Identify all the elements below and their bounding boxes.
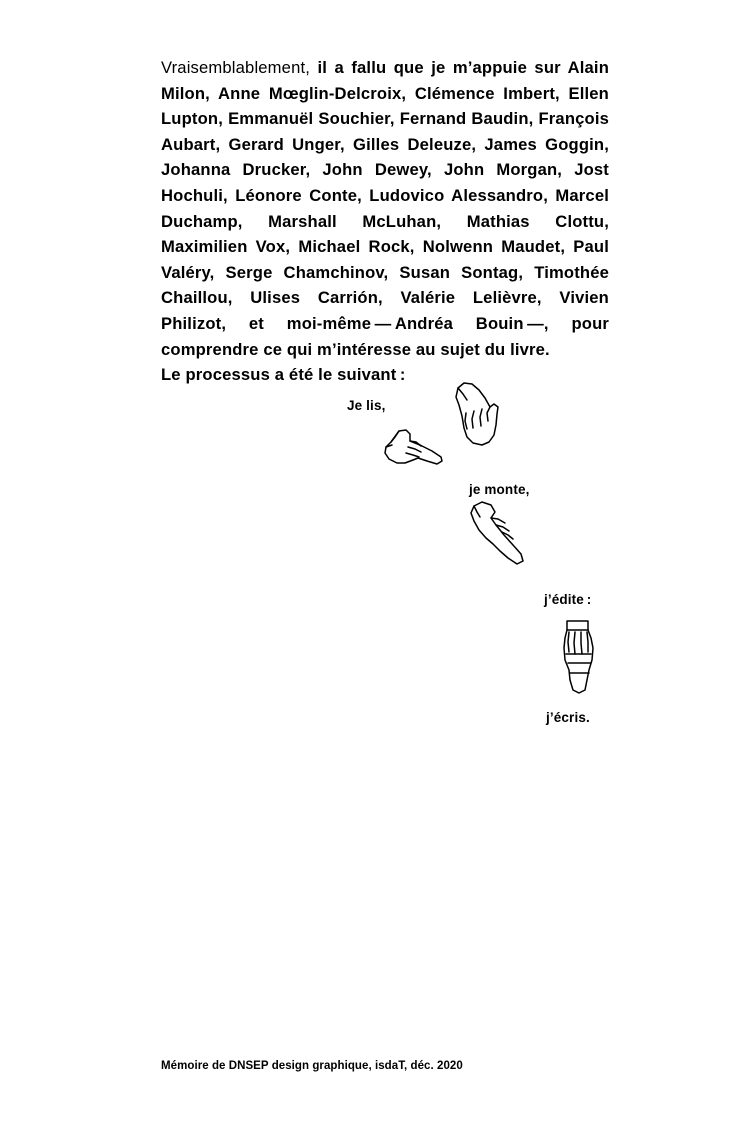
hand-writing-icon: [557, 618, 601, 696]
paragraph-last-line: Le processus a été le suivant :: [161, 365, 406, 385]
caption-jecris: j’écris.: [546, 710, 590, 725]
caption-jedite: j’édite :: [544, 592, 592, 607]
hand-pointing-down-right-icon: [466, 500, 538, 568]
caption-je-lis: Je lis,: [347, 398, 386, 413]
caption-je-monte: je monte,: [469, 482, 530, 497]
hands-sequence: [161, 380, 609, 740]
hand-pointing-up-right-icon: [449, 380, 509, 450]
body-paragraph: [161, 55, 609, 388]
footer-note: Mémoire de DNSEP design graphique, isdaT, déc. 2020: [161, 1060, 463, 1072]
hand-pointing-down-left-icon: [375, 428, 445, 476]
paragraph-lead: Vraisemblablement,: [161, 58, 311, 77]
paragraph-main: il a fallu que je m’appuie sur Alain Milon, Anne Mœglin-Delcroix, Clémence Imbert, Ellen Lupton, Emmanuël Souchier, Fernand Baudin, François Aubart, Gerard Unger, Gilles Deleuze, James Goggin, Johanna Drucker, John Dewey, John Morgan, Jost Hochuli, Léonore Conte, Ludovico Alessandro, Marcel Duchamp, Marshall McLuhan, Mathias Clottu, Maximilien Vox, Michael Rock, Nolwenn Maudet, Paul Valéry, Serge Chamchinov, Susan Sontag, Timothée Chaillou, Ulises Carrión, Valérie Lelièvre, Vivien Philizot, et moi-même — Andréa Bouin —, pour comprendre ce qui m’intéresse au sujet du livre.: [161, 58, 609, 359]
